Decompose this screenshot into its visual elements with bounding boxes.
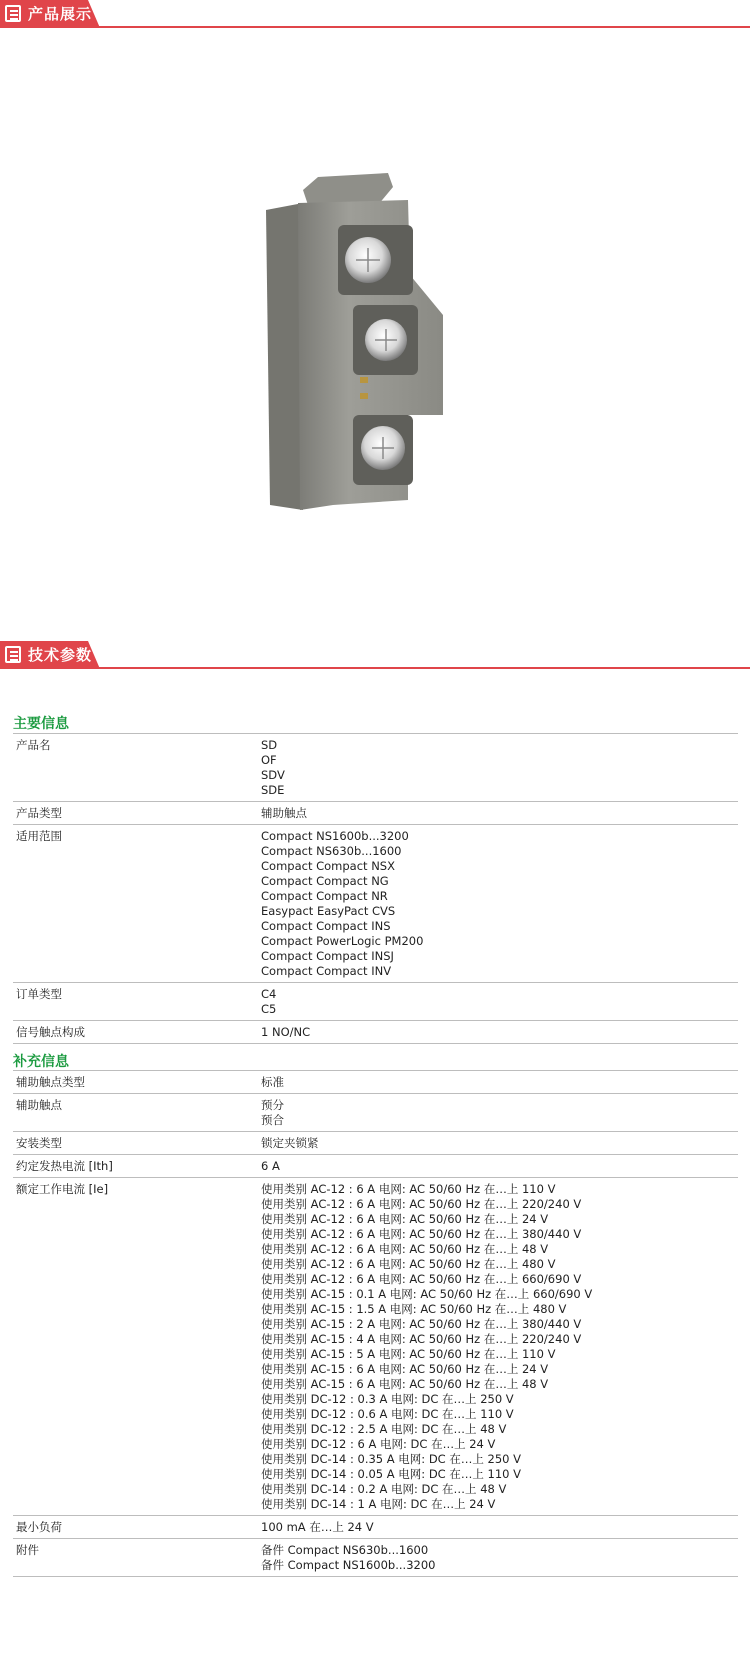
spec-value-line: 使用类别 AC-15 : 6 A 电网: AC 50/60 Hz 在…上 24 V [261, 1362, 549, 1376]
spec-value [261, 1182, 738, 1512]
spec-value [261, 806, 738, 821]
spec-value-line: 备件 Compact NS630b...1600 [261, 1543, 429, 1557]
spec-value-line: 使用类别 AC-12 : 6 A 电网: AC 50/60 Hz 在…上 220/240 V [261, 1197, 582, 1211]
spec-value-line: Compact Compact INSJ [261, 949, 394, 963]
spec-value [261, 1543, 738, 1573]
spec-value-line: 使用类别 DC-12 : 6 A 电网: DC 在…上 24 V [261, 1437, 496, 1451]
spec-value-line: 锁定夹锁紧 [261, 1136, 319, 1150]
spec-label: 信号触点构成 [16, 1025, 85, 1039]
spec-label: 订单类型 [16, 987, 62, 1001]
spec-value-line: Compact NS1600b...3200 [261, 829, 409, 843]
spec-label: 最小负荷 [16, 1520, 62, 1534]
spec-value-line: Compact Compact NSX [261, 859, 395, 873]
spec-value-line: 使用类别 AC-12 : 6 A 电网: AC 50/60 Hz 在…上 48 V [261, 1242, 549, 1256]
table-row [13, 733, 738, 802]
spec-value-line: 使用类别 AC-12 : 6 A 电网: AC 50/60 Hz 在…上 660/690 V [261, 1272, 582, 1286]
spec-value-line: 备件 Compact NS1600b...3200 [261, 1558, 436, 1572]
spec-value [261, 829, 738, 979]
spec-value [261, 1098, 738, 1128]
product-photo [258, 165, 458, 525]
extra-info-title: 补充信息 [13, 1054, 69, 1070]
spec-value-line: Compact Compact INS [261, 919, 391, 933]
extra-info-table [13, 1070, 738, 1577]
table-row [13, 1021, 738, 1044]
header-divider [0, 26, 750, 28]
spec-value-line: 预合 [261, 1113, 284, 1127]
spec-value-line: 使用类别 AC-15 : 1.5 A 电网: AC 50/60 Hz 在…上 480 V [261, 1302, 567, 1316]
spec-value [261, 1025, 738, 1040]
spec-value-line: 1 NO/NC [261, 1025, 311, 1039]
spec-value [261, 1520, 738, 1535]
main-info-title: 主要信息 [13, 716, 69, 732]
spec-value [261, 1075, 738, 1090]
spec-value-line: 使用类别 DC-14 : 0.2 A 电网: DC 在…上 48 V [261, 1482, 507, 1496]
spec-value-line: C4 [261, 987, 277, 1001]
table-row [13, 1155, 738, 1178]
spec-value-line: 使用类别 AC-12 : 6 A 电网: AC 50/60 Hz 在…上 380/440 V [261, 1227, 582, 1241]
spec-value-line: 辅助触点 [261, 806, 307, 820]
spec-value-line: 使用类别 DC-14 : 0.05 A 电网: DC 在…上 110 V [261, 1467, 521, 1481]
spec-value-line: SDV [261, 768, 285, 782]
product-display-header [0, 0, 750, 30]
spec-value-line: 使用类别 DC-12 : 2.5 A 电网: DC 在…上 48 V [261, 1422, 507, 1436]
table-row [13, 1516, 738, 1539]
spec-value-line: 使用类别 DC-14 : 1 A 电网: DC 在…上 24 V [261, 1497, 496, 1511]
spec-value-line: Compact Compact NG [261, 874, 389, 888]
spec-value-line: 使用类别 AC-15 : 0.1 A 电网: AC 50/60 Hz 在…上 660/690 V [261, 1287, 593, 1301]
spec-label: 辅助触点 [16, 1098, 62, 1112]
header-divider [0, 667, 750, 669]
spec-value-line: C5 [261, 1002, 277, 1016]
document-icon [5, 646, 21, 663]
table-row [13, 802, 738, 825]
spec-value-line: 使用类别 AC-15 : 4 A 电网: AC 50/60 Hz 在…上 220/240 V [261, 1332, 582, 1346]
spec-label: 适用范围 [16, 829, 62, 843]
spec-value-line: 标准 [261, 1075, 284, 1089]
spec-label: 产品类型 [16, 806, 62, 820]
document-icon [5, 5, 21, 22]
spec-value-line: SD [261, 738, 278, 752]
spec-value-line: Compact PowerLogic PM200 [261, 934, 424, 948]
spec-value-line: Compact NS630b...1600 [261, 844, 402, 858]
table-row [13, 983, 738, 1021]
tech-params-header [0, 641, 750, 671]
table-row [13, 1070, 738, 1094]
spec-value-line: 使用类别 DC-12 : 0.3 A 电网: DC 在…上 250 V [261, 1392, 514, 1406]
section-title: 技术参数 [28, 646, 93, 664]
spec-value-line: 使用类别 AC-12 : 6 A 电网: AC 50/60 Hz 在…上 24 V [261, 1212, 549, 1226]
spec-label: 安装类型 [16, 1136, 62, 1150]
table-row [13, 825, 738, 983]
spec-value-line: SDE [261, 783, 285, 797]
table-row [13, 1178, 738, 1516]
spec-value-line: OF [261, 753, 277, 767]
spec-label: 约定发热电流 [Ith] [16, 1159, 113, 1173]
spec-value-line: 使用类别 AC-15 : 5 A 电网: AC 50/60 Hz 在…上 110 V [261, 1347, 556, 1361]
main-info-table [13, 733, 738, 1044]
spec-label: 额定工作电流 [Ie] [16, 1182, 109, 1196]
spec-value [261, 1136, 738, 1151]
spec-value [261, 987, 738, 1017]
spec-value-line: 使用类别 AC-15 : 6 A 电网: AC 50/60 Hz 在…上 48 V [261, 1377, 549, 1391]
table-row [13, 1539, 738, 1577]
spec-value-line: 预分 [261, 1098, 284, 1112]
spec-value-line: 使用类别 AC-12 : 6 A 电网: AC 50/60 Hz 在…上 110 V [261, 1182, 556, 1196]
spec-value-line: 使用类别 DC-12 : 0.6 A 电网: DC 在…上 110 V [261, 1407, 514, 1421]
table-row [13, 1094, 738, 1132]
spec-value-line: Compact Compact INV [261, 964, 392, 978]
spec-value-line: 6 A [261, 1159, 280, 1173]
spec-value [261, 1159, 738, 1174]
spec-label: 辅助触点类型 [16, 1075, 85, 1089]
spec-value-line: 使用类别 AC-15 : 2 A 电网: AC 50/60 Hz 在…上 380/440 V [261, 1317, 582, 1331]
section-title: 产品展示 [28, 5, 93, 23]
spec-value-line: Compact Compact NR [261, 889, 388, 903]
table-row [13, 1132, 738, 1155]
spec-value-line: Easypact EasyPact CVS [261, 904, 396, 918]
spec-value-line: 使用类别 DC-14 : 0.35 A 电网: DC 在…上 250 V [261, 1452, 521, 1466]
spec-value-line: 使用类别 AC-12 : 6 A 电网: AC 50/60 Hz 在…上 480 V [261, 1257, 556, 1271]
spec-value-line: 100 mA 在…上 24 V [261, 1520, 374, 1534]
spec-label: 附件 [16, 1543, 39, 1557]
spec-label: 产品名 [16, 738, 51, 752]
spec-value [261, 738, 738, 798]
